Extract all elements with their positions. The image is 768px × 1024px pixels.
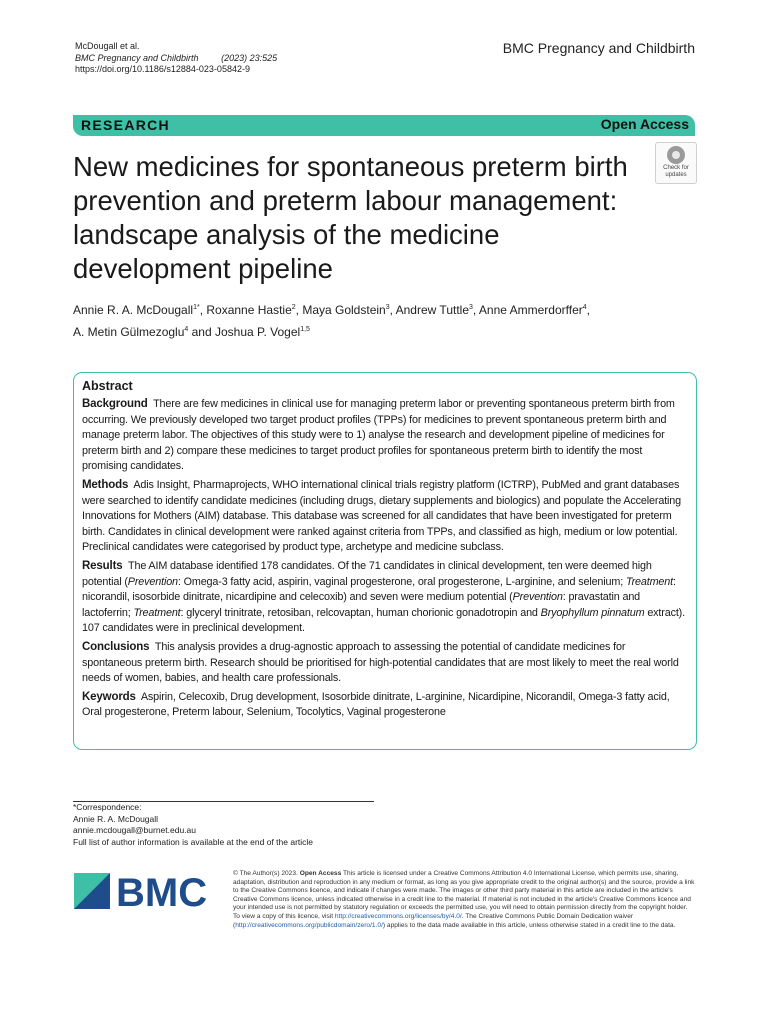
journal-name: BMC Pregnancy and Childbirth [502,40,695,56]
author-affiliation: 3 [469,304,473,311]
author-affiliation: 2 [291,304,296,311]
section-label: Keywords [82,690,136,703]
abstract-keywords [82,690,688,721]
section-label: Results [82,559,123,572]
author: Annie R. A. McDougall [73,303,194,317]
section-text: : pravastatin and lactoferrin; [82,591,641,619]
section-text: Adis Insight, Pharmaprojects, WHO international clinical trials registry platform (ICTRP), PubMed and grant databases were searched to identify candidate medicines (including drugs, dietary supplements and biologics) and populate the Accelerating Innovations for Mothers (AIM) database. This database was screened for all candidates that have been investigated for preterm birth. Candidates in clinical development were ranked against criteria from TPPs, and classified as high, medium or low potential. Preclinical candidates were categorised by product type, archetype and medicine subclass. [82,478,681,554]
license-body: This article is licensed under a Creative Commons Attribution 4.0 International License, which permits use, sharing, adaptation, distribution and reproduction in any medium or format, as long as you give appropriate credit to the original author(s) and the source, provide a link to the Creative Commons licence, and indicate if changes were made. The images or other third party material in this article are included in the article's Creative Commons licence, unless indicated otherwise in a credit line to the material. If material is not included in the article's Creative Commons licence and your intended use is not permitted by statutory regulation or exceeds the permitted use, you will need to obtain permission directly from the copyright holder. To view a copy of this licence, visit [233,870,695,920]
author: Andrew Tuttle [395,303,469,317]
correspondence [73,802,313,848]
author-affiliation: 3 [385,304,390,311]
author-line: McDougall et al. [75,41,140,51]
correspondence-name: Annie R. A. McDougall [73,813,159,824]
check-updates-line1: Check for [663,165,689,171]
license-open-access: Open Access [299,870,342,877]
abstract-methods [82,478,688,556]
bmc-logo [74,873,214,920]
author-affiliation: 4 [582,304,587,311]
license-link[interactable]: http://creativecommons.org/licenses/by/4.0/ [334,912,462,920]
section-text: The AIM database identified 178 candidates. Of the 71 candidates in clinical development, ten were deemed high potential ( [82,559,652,588]
section-label: Background [82,398,148,410]
italic-term: Prevention [127,575,178,588]
italic-term: Treatment [625,575,673,588]
copyright: © The Author(s) 2023. [233,870,298,877]
license-text [233,870,695,930]
author-affiliation: 4 [184,326,189,333]
italic-term: Prevention [512,591,563,604]
doi-link[interactable]: https://doi.org/10.1186/s12884-023-05842-9 [75,64,250,74]
italic-term: Treatment [133,606,181,619]
author-info-note: Full list of author information is available at the end of the article [73,836,314,847]
section-text: : nicorandil, isosorbide dinitrate, nicardipine and celecoxib) and seven were medium potential ( [82,575,676,604]
citation: (2023) 23:525 [221,52,278,63]
research-banner [73,115,695,136]
open-access-label: Open Access [600,116,689,132]
crossmark-icon [667,146,685,164]
section-label: Conclusions [82,640,150,653]
check-for-updates-button[interactable] [655,142,697,184]
section-text: : Omega-3 fatty acid, aspirin, vaginal progesterone, oral progesterone, L-arginine, and selenium; [177,575,626,588]
article-type-label: RESEARCH [81,117,170,133]
author: Anne Ammerdorffer [478,303,583,317]
section-text: Aspirin, Celecoxib, Drug development, Isosorbide dinitrate, L-arginine, Nicardipine, Nicorandil, Omega-3 fatty acid, Oral progesterone, Preterm labour, Selenium, Tocolytics, Vaginal progesterone [82,690,670,719]
correspondence-label: *Correspondence: [73,802,142,812]
license-body: ) applies to the data made available in this article, unless otherwise stated in a credit line to the data. [382,921,676,929]
author: Joshua P. Vogel [215,325,301,339]
section-label: Methods [82,478,129,491]
public-domain-link[interactable]: http://creativecommons.org/publicdomain/zero/1.0/ [235,921,383,929]
logo-text: BMC [116,873,208,915]
article-title: New medicines for spontaneous preterm birth prevention and preterm labour management: landscape analysis of the medicine development pipeline [73,151,628,284]
author: Roxanne Hastie [206,303,292,317]
author-affiliation: 1* [193,304,200,311]
section-text: extract). 107 candidates were in preclinical development. [82,606,685,635]
italic-term: Bryophyllum pinnatum [540,606,645,619]
author: A. Metin Gülmezoglu [73,325,185,339]
correspondence-email[interactable]: annie.mcdougall@burnet.edu.au [73,825,196,835]
section-text: This analysis provides a drug-agnostic approach to assessing the potential of candidate medicines for spontaneous preterm birth. Research should be prioritised for high-potential candidates that are most likely to meet the real world needs of women, babies, and health care professionals. [82,640,679,685]
section-text: : glyceryl trinitrate, retosiban, relcovaptan, human chorionic gonadotropin and [180,606,541,619]
section-text: There are few medicines in clinical use for managing preterm labor or preventing spontaneous preterm birth from occurring. We previously developed two target product profiles (TPPs) for medicines to prevent spontaneous preterm birth and manage preterm labor. The objectives of this study were to 1) analyse the research and development pipeline of medicines for preterm birth and 2) compare these medicines to target product profiles for spontaneous preterm birth to identify the most promising candidates. [82,398,675,473]
author-list: Annie R. A. McDougall$^{1*}$, Roxanne Hastie$^2$, Maya Goldstein$^3$, Andrew Tuttle$^3$, Anne Ammerdorffer$^4$, A. Metin Gülmezoglu$^4$ and Joshua P. Vogel$^{1,5}$ [73,303,590,339]
abstract-heading: Abstract [82,379,133,393]
abstract-box [73,372,697,750]
journal-italic: BMC Pregnancy and Childbirth [75,52,199,63]
article-meta [75,41,277,76]
check-updates-line2: updates [665,171,687,178]
author: Maya Goldstein [302,303,386,317]
license-body: . The Creative Commons Public Domain Dedication waiver ( [233,912,634,929]
abstract-background [82,397,688,475]
abstract-conclusions [82,640,688,687]
author-affiliation: 1,5 [300,326,310,333]
abstract-results [82,559,688,637]
